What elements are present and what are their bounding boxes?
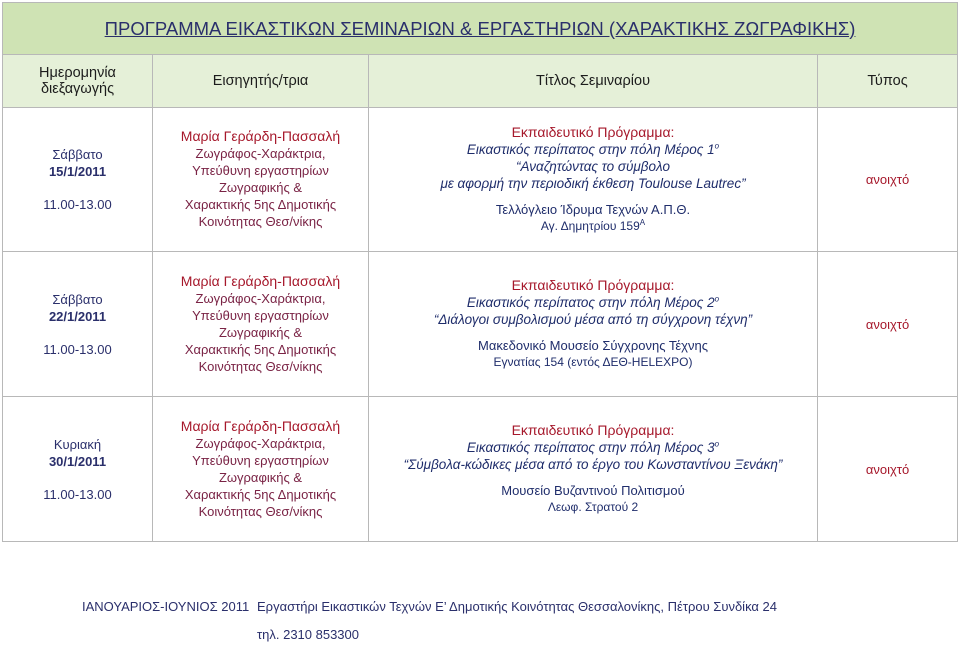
program-label: Εκπαιδευτικό Πρόγραμμα: — [511, 123, 675, 140]
day-label: Σάββατο — [52, 146, 103, 162]
seminar-subject: “Σύμβολα-κώδικες μέσα από το έργο του Κωνσταντίνου Ξενάκη” — [403, 457, 783, 473]
walk-text: Εικαστικός περίπατος στην πόλη Μέρος 1 — [466, 141, 715, 157]
walk-title — [375, 294, 811, 311]
header-type: Τύπος — [818, 55, 958, 107]
time-label: 11.00-13.00 — [43, 486, 112, 502]
header-date-line2: διεξαγωγής — [40, 80, 115, 97]
speaker-role: Ζωγράφος-Χαράκτρια, — [195, 291, 326, 307]
speaker-role: Χαρακτικής 5ης Δημοτικής — [184, 342, 337, 358]
venue-address: Λεωφ. Στρατού 2 — [547, 500, 639, 515]
header-date-line1: Ημερομηνία — [39, 64, 116, 81]
footer-phone: τηλ. 2310 853300 — [257, 627, 360, 642]
seminar-title-cell — [369, 252, 818, 397]
header-row — [3, 55, 958, 107]
seminar-subject: “Διάλογοι συμβολισμού μέσα από τη σύγχρονη τέχνη” — [433, 312, 753, 328]
venue-name: Τελλόγλειο Ίδρυμα Τεχνών Α.Π.Θ. — [495, 201, 691, 217]
address-sup: Α — [639, 217, 646, 227]
date-label: 15/1/2011 — [48, 163, 107, 179]
address-text: Αγ. Δημητρίου 159 — [540, 218, 640, 233]
seminar-subject: “Αναζητώντας το σύμβολο — [516, 158, 670, 174]
walk-sup: ο — [714, 439, 720, 449]
date-cell — [3, 397, 153, 542]
speaker-name: Μαρία Γεράρδη-Πασσαλή — [180, 128, 341, 145]
venue-address: Εγνατίας 154 (εντός ΔΕΘ-HELEXPO) — [493, 355, 693, 370]
type-cell: ανοιχτό — [818, 252, 958, 397]
walk-sup: ο — [714, 294, 720, 304]
walk-sup: ο — [714, 141, 720, 151]
seminar-subject-2: με αφορμή την περιοδική έκθεση Toulouse Lautrec” — [440, 175, 746, 191]
type-cell: ανοιχτό — [818, 107, 958, 252]
table-row — [3, 107, 958, 252]
speaker-cell — [153, 107, 369, 252]
table-row — [3, 252, 958, 397]
speaker-role: Ζωγράφος-Χαράκτρια, — [195, 146, 326, 162]
page-title: ΠΡΟΓΡΑΜΜΑ ΕΙΚΑΣΤΙΚΩΝ ΣΕΜΙΝΑΡΙΩΝ & ΕΡΓΑΣΤΗΡΙΩΝ (ΧΑΡΑΚΤΙΚΗΣ ΖΩΓΡΑΦΙΚΗΣ) — [3, 3, 958, 55]
footer-organization: Εργαστήρι Εικαστικών Τεχνών Ε’ Δημοτικής Κοινότητας Θεσσαλονίκης, Πέτρου Συνδίκα 24 — [257, 599, 777, 614]
date-cell — [3, 252, 153, 397]
speaker-name: Μαρία Γεράρδη-Πασσαλή — [180, 418, 341, 435]
program-label: Εκπαιδευτικό Πρόγραμμα: — [511, 277, 675, 294]
venue-name: Μακεδονικό Μουσείο Σύγχρονης Τέχνης — [478, 338, 708, 354]
day-label: Κυριακή — [53, 436, 102, 452]
title-row — [3, 3, 958, 55]
speaker-cell — [153, 252, 369, 397]
speaker-role: Κοινότητας Θεσ/νίκης — [198, 504, 323, 520]
header-date — [3, 55, 153, 107]
venue-address — [375, 218, 811, 235]
date-label: 22/1/2011 — [48, 308, 107, 324]
speaker-role: Χαρακτικής 5ης Δημοτικής — [184, 487, 337, 503]
table-row — [3, 397, 958, 542]
time-label: 11.00-13.00 — [43, 341, 112, 357]
speaker-role: Κοινότητας Θεσ/νίκης — [198, 359, 323, 375]
speaker-role: Κοινότητας Θεσ/νίκης — [198, 214, 323, 230]
speaker-role: Ζωγράφος-Χαράκτρια, — [195, 436, 326, 452]
page-footer — [62, 593, 942, 653]
seminar-schedule-table — [2, 2, 958, 542]
speaker-name: Μαρία Γεράρδη-Πασσαλή — [180, 273, 341, 290]
date-label: 30/1/2011 — [48, 453, 107, 469]
speaker-cell — [153, 397, 369, 542]
time-label: 11.00-13.00 — [43, 196, 112, 212]
venue-name: Μουσείο Βυζαντινού Πολιτισμού — [501, 483, 685, 499]
walk-title — [375, 141, 811, 158]
program-label: Εκπαιδευτικό Πρόγραμμα: — [511, 422, 675, 439]
speaker-role: Χαρακτικής 5ης Δημοτικής — [184, 197, 337, 213]
walk-title — [375, 439, 811, 456]
speaker-role: Υπεύθυνη εργαστηρίων Ζωγραφικής & — [192, 453, 329, 486]
speaker-role: Υπεύθυνη εργαστηρίων Ζωγραφικής & — [192, 163, 329, 196]
day-label: Σάββατο — [52, 291, 103, 307]
seminar-title-cell — [369, 107, 818, 252]
header-seminar-title: Τίτλος Σεμιναρίου — [369, 55, 818, 107]
seminar-title-cell — [369, 397, 818, 542]
type-cell: ανοιχτό — [818, 397, 958, 542]
footer-period: ΙΑΝΟΥΑΡΙΟΣ-ΙΟΥΝΙΟΣ 2011 — [82, 599, 250, 614]
date-cell — [3, 107, 153, 252]
header-speaker: Εισηγητής/τρια — [153, 55, 369, 107]
walk-text: Εικαστικός περίπατος στην πόλη Μέρος 3 — [466, 440, 715, 456]
speaker-role: Υπεύθυνη εργαστηρίων Ζωγραφικής & — [192, 308, 329, 341]
walk-text: Εικαστικός περίπατος στην πόλη Μέρος 2 — [466, 295, 715, 311]
